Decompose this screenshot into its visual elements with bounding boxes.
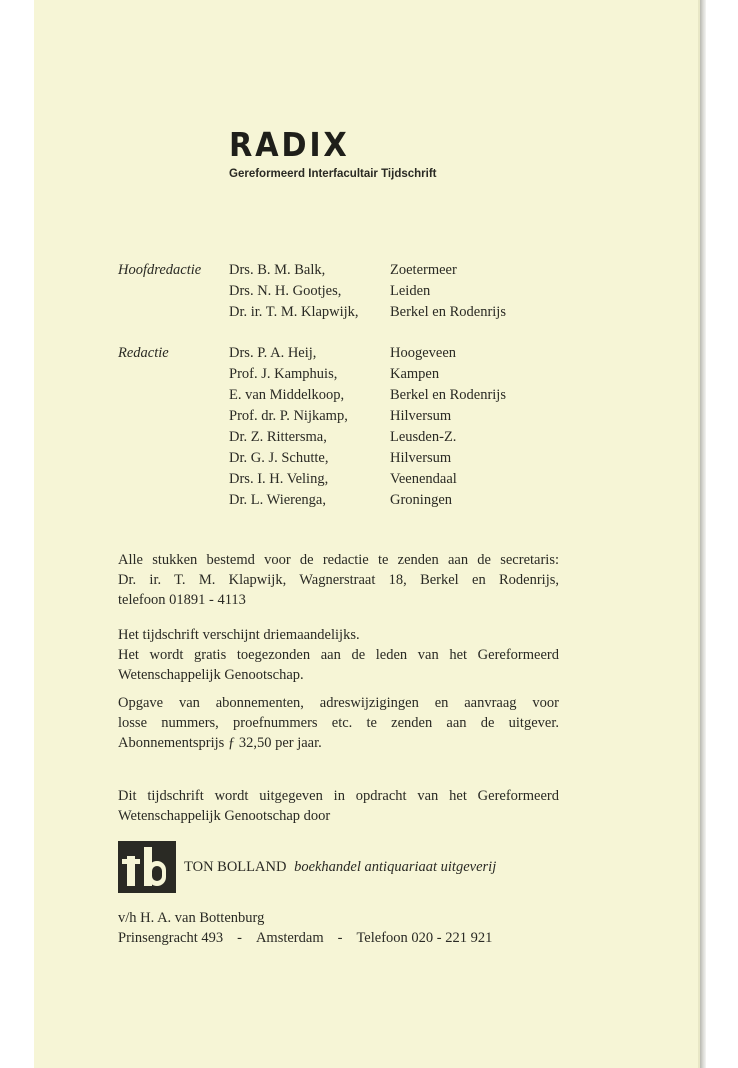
staff-row	[229, 343, 506, 364]
text-line: Dr. ir. T. M. Klapwijk, Wagnerstraat 18, Berkel en Rodenrijs,	[118, 572, 559, 588]
staff-name: Prof. dr. P. Nijkamp,	[229, 408, 348, 424]
journal-subtitle: Gereformeerd Interfacultair Tijdschrift	[229, 168, 437, 180]
formerly-line: v/h H. A. van Bottenburg	[118, 910, 265, 926]
journal-title: RADIX	[229, 125, 350, 164]
staff-name: Drs. B. M. Balk,	[229, 262, 326, 278]
staff-name: E. van Middelkoop,	[229, 387, 345, 403]
staff-row	[229, 448, 506, 469]
secretary-paragraph	[118, 550, 559, 610]
staff-row	[229, 364, 506, 385]
text-line: Het tijdschrift verschijnt driemaandelijks.	[118, 627, 360, 643]
masthead	[229, 126, 436, 180]
text-line: Wetenschappelijk Genootschap door	[118, 808, 331, 824]
staff-place: Hilversum	[390, 450, 452, 466]
staff-name: Drs. N. H. Gootjes,	[229, 283, 342, 299]
staff-place: Leusden-Z.	[390, 429, 457, 445]
publisher-name: TON BOLLAND	[184, 858, 287, 875]
publisher-block	[118, 841, 496, 893]
staff-place: Berkel en Rodenrijs	[390, 387, 506, 403]
page-edge	[700, 0, 706, 1068]
publisher-address	[118, 908, 492, 948]
staff-row	[229, 302, 506, 323]
staff-name: Dr. Z. Rittersma,	[229, 429, 327, 445]
address-line: Prinsengracht 493 - Amsterdam - Telefoon 020 - 221 921	[118, 930, 493, 946]
staff-place: Hoogeveen	[390, 345, 457, 361]
staff-row	[229, 469, 506, 490]
publisher-tagline: boekhandel antiquariaat uitgeverij	[294, 858, 497, 875]
hoofdredactie-label: Hoofdredactie	[118, 262, 202, 278]
text-line: Opgave van abonnementen, adreswijzigingen en aanvraag voor	[118, 695, 559, 711]
staff-place: Kampen	[390, 366, 440, 382]
text-line: Dit tijdschrift wordt uitgegeven in opdracht van het Gereformeerd	[118, 788, 559, 804]
text-line: Wetenschappelijk Genootschap.	[118, 667, 304, 683]
staff-row	[229, 427, 506, 448]
street: Prinsengracht 493	[118, 930, 224, 946]
staff-name: Drs. P. A. Heij,	[229, 345, 317, 361]
staff-row	[229, 406, 506, 427]
staff-name: Prof. J. Kamphuis,	[229, 366, 338, 382]
staff-place: Leiden	[390, 283, 431, 299]
staff-name: Dr. G. J. Schutte,	[229, 450, 329, 466]
redactie-label: Redactie	[118, 345, 169, 361]
text-line: Abonnementsprijs ƒ 32,50 per jaar.	[118, 735, 322, 751]
staff-name: Dr. ir. T. M. Klapwijk,	[229, 304, 359, 320]
staff-place: Groningen	[390, 492, 453, 508]
text-line: Het wordt gratis toegezonden aan de leden van het Gereformeerd	[118, 647, 559, 663]
text-line: losse nummers, proefnummers etc. te zenden aan de uitgever.	[118, 715, 559, 731]
text-line: telefoon 01891 - 4113	[118, 592, 246, 608]
publisher-line	[184, 859, 496, 876]
staff-place: Berkel en Rodenrijs	[390, 304, 506, 320]
subscriptions-paragraph	[118, 693, 559, 753]
city: Amsterdam	[255, 930, 324, 946]
publisher-logo-icon	[118, 841, 176, 893]
frequency-paragraph	[118, 625, 559, 685]
staff-row	[229, 281, 506, 302]
text-line: Alle stukken bestemd voor de redactie te zenden aan de secretaris:	[118, 552, 559, 568]
staff-place: Veenendaal	[390, 471, 457, 487]
staff-row	[229, 490, 506, 511]
staff-row	[229, 260, 506, 281]
staff-place: Hilversum	[390, 408, 452, 424]
staff-name: Drs. I. H. Veling,	[229, 471, 329, 487]
publication-paragraph	[118, 786, 559, 826]
staff-name: Dr. L. Wierenga,	[229, 492, 326, 508]
phone: Telefoon 020 - 221 921	[356, 930, 493, 946]
staff-row	[229, 385, 506, 406]
staff-place: Zoetermeer	[390, 262, 457, 278]
